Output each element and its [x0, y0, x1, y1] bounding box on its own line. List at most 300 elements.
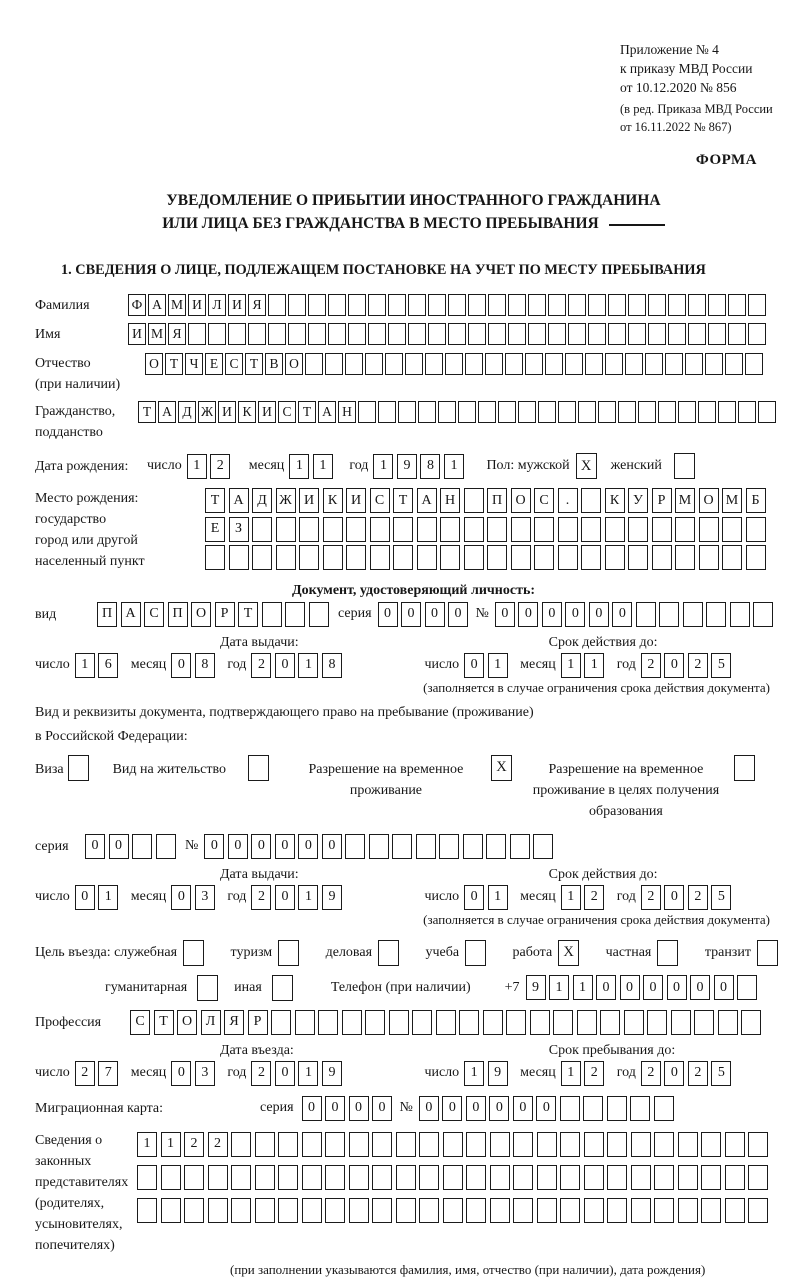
char-box[interactable]: 0 — [372, 1096, 392, 1121]
char-box[interactable] — [229, 545, 249, 570]
char-box[interactable] — [722, 545, 742, 570]
char-box[interactable]: Л — [201, 1010, 221, 1035]
char-box[interactable] — [652, 545, 672, 570]
char-box[interactable]: Л — [208, 294, 226, 316]
char-box[interactable]: 0 — [495, 602, 515, 627]
char-box[interactable] — [231, 1165, 251, 1190]
char-box[interactable] — [208, 323, 226, 345]
char-box[interactable] — [584, 1165, 604, 1190]
char-box[interactable] — [585, 353, 603, 375]
char-box[interactable]: Т — [138, 401, 156, 423]
char-box[interactable] — [487, 545, 507, 570]
char-box[interactable] — [419, 1198, 439, 1223]
char-box[interactable] — [534, 545, 554, 570]
char-box[interactable]: 8 — [195, 653, 215, 678]
char-box[interactable] — [537, 1198, 557, 1223]
char-box[interactable] — [631, 1198, 651, 1223]
char-box[interactable] — [558, 545, 578, 570]
purpose-transit-checkbox[interactable] — [757, 940, 778, 966]
char-box[interactable]: 8 — [322, 653, 342, 678]
char-box[interactable] — [607, 1096, 627, 1121]
char-box[interactable]: 1 — [298, 1061, 318, 1086]
char-box[interactable] — [708, 323, 726, 345]
char-box[interactable] — [658, 401, 676, 423]
char-box[interactable] — [483, 1010, 503, 1035]
char-box[interactable] — [545, 353, 563, 375]
char-box[interactable] — [528, 323, 546, 345]
purpose-humanitarian-checkbox[interactable] — [197, 975, 218, 1001]
char-box[interactable]: П — [487, 488, 507, 513]
char-box[interactable] — [428, 294, 446, 316]
char-box[interactable]: 0 — [589, 602, 609, 627]
char-box[interactable] — [348, 294, 366, 316]
char-box[interactable] — [628, 517, 648, 542]
char-box[interactable] — [405, 353, 423, 375]
char-box[interactable] — [648, 294, 666, 316]
char-box[interactable] — [348, 323, 366, 345]
char-box[interactable]: 0 — [612, 602, 632, 627]
char-box[interactable] — [388, 294, 406, 316]
char-box[interactable]: 0 — [302, 1096, 322, 1121]
purpose-study-checkbox[interactable] — [465, 940, 486, 966]
char-box[interactable] — [416, 834, 436, 859]
char-box[interactable] — [748, 1165, 768, 1190]
char-box[interactable] — [741, 1010, 761, 1035]
purpose-private-checkbox[interactable] — [657, 940, 678, 966]
char-box[interactable] — [748, 1132, 768, 1157]
char-box[interactable] — [464, 488, 484, 513]
char-box[interactable] — [372, 1198, 392, 1223]
char-box[interactable] — [598, 401, 616, 423]
char-box[interactable]: В — [265, 353, 283, 375]
char-box[interactable] — [652, 517, 672, 542]
char-box[interactable] — [725, 353, 743, 375]
char-box[interactable] — [463, 834, 483, 859]
purpose-official-checkbox[interactable] — [183, 940, 204, 966]
char-box[interactable]: 8 — [420, 454, 440, 479]
char-box[interactable] — [505, 353, 523, 375]
char-box[interactable] — [228, 323, 246, 345]
char-box[interactable] — [538, 401, 556, 423]
char-box[interactable] — [468, 294, 486, 316]
char-box[interactable] — [346, 545, 366, 570]
char-box[interactable] — [530, 1010, 550, 1035]
char-box[interactable]: 0 — [349, 1096, 369, 1121]
char-box[interactable] — [252, 545, 272, 570]
char-box[interactable]: 0 — [325, 1096, 345, 1121]
char-box[interactable]: К — [323, 488, 343, 513]
char-box[interactable] — [464, 545, 484, 570]
char-box[interactable] — [668, 294, 686, 316]
char-box[interactable] — [701, 1132, 721, 1157]
char-box[interactable]: 1 — [444, 454, 464, 479]
purpose-tourism-checkbox[interactable] — [278, 940, 299, 966]
char-box[interactable]: Ж — [198, 401, 216, 423]
residence-permit-checkbox[interactable] — [248, 755, 269, 781]
char-box[interactable]: 1 — [561, 885, 581, 910]
char-box[interactable] — [628, 323, 646, 345]
char-box[interactable]: 2 — [641, 653, 661, 678]
char-box[interactable]: А — [148, 294, 166, 316]
char-box[interactable]: Р — [248, 1010, 268, 1035]
char-box[interactable] — [184, 1198, 204, 1223]
char-box[interactable] — [568, 323, 586, 345]
char-box[interactable]: 5 — [711, 885, 731, 910]
char-box[interactable] — [349, 1198, 369, 1223]
char-box[interactable]: 0 — [275, 1061, 295, 1086]
char-box[interactable] — [628, 294, 646, 316]
char-box[interactable] — [665, 353, 683, 375]
char-box[interactable] — [396, 1132, 416, 1157]
char-box[interactable]: Н — [440, 488, 460, 513]
char-box[interactable] — [728, 294, 746, 316]
char-box[interactable]: М — [675, 488, 695, 513]
char-box[interactable]: 1 — [298, 885, 318, 910]
char-box[interactable]: 5 — [711, 653, 731, 678]
char-box[interactable]: 1 — [298, 653, 318, 678]
char-box[interactable] — [638, 401, 656, 423]
char-box[interactable]: О — [177, 1010, 197, 1035]
char-box[interactable] — [511, 545, 531, 570]
char-box[interactable] — [647, 1010, 667, 1035]
char-box[interactable]: И — [346, 488, 366, 513]
char-box[interactable] — [631, 1132, 651, 1157]
char-box[interactable]: 3 — [195, 1061, 215, 1086]
char-box[interactable] — [388, 323, 406, 345]
char-box[interactable] — [425, 353, 443, 375]
char-box[interactable]: 0 — [620, 975, 640, 1000]
char-box[interactable] — [398, 401, 416, 423]
char-box[interactable] — [252, 517, 272, 542]
char-box[interactable] — [369, 834, 389, 859]
char-box[interactable] — [372, 1165, 392, 1190]
char-box[interactable] — [443, 1198, 463, 1223]
char-box[interactable] — [706, 602, 726, 627]
char-box[interactable]: 5 — [711, 1061, 731, 1086]
char-box[interactable] — [417, 545, 437, 570]
char-box[interactable]: Я — [168, 323, 186, 345]
char-box[interactable]: 1 — [561, 1061, 581, 1086]
char-box[interactable]: А — [121, 602, 141, 627]
char-box[interactable] — [208, 1198, 228, 1223]
char-box[interactable] — [748, 323, 766, 345]
char-box[interactable] — [528, 294, 546, 316]
char-box[interactable] — [439, 834, 459, 859]
char-box[interactable] — [654, 1096, 674, 1121]
char-box[interactable]: Я — [248, 294, 266, 316]
char-box[interactable] — [465, 353, 483, 375]
char-box[interactable] — [305, 353, 323, 375]
char-box[interactable] — [419, 1132, 439, 1157]
char-box[interactable] — [605, 353, 623, 375]
char-box[interactable] — [511, 517, 531, 542]
char-box[interactable] — [581, 517, 601, 542]
char-box[interactable]: П — [168, 602, 188, 627]
char-box[interactable] — [231, 1198, 251, 1223]
char-box[interactable]: 0 — [171, 653, 191, 678]
char-box[interactable] — [705, 353, 723, 375]
char-box[interactable]: Б — [746, 488, 766, 513]
char-box[interactable] — [137, 1198, 157, 1223]
char-box[interactable] — [487, 517, 507, 542]
char-box[interactable] — [581, 545, 601, 570]
char-box[interactable] — [208, 1165, 228, 1190]
char-box[interactable]: С — [370, 488, 390, 513]
char-box[interactable]: 1 — [584, 653, 604, 678]
char-box[interactable]: 1 — [98, 885, 118, 910]
char-box[interactable]: К — [238, 401, 256, 423]
char-box[interactable] — [466, 1132, 486, 1157]
char-box[interactable]: 0 — [643, 975, 663, 1000]
char-box[interactable] — [675, 545, 695, 570]
char-box[interactable] — [418, 401, 436, 423]
char-box[interactable]: 1 — [488, 885, 508, 910]
char-box[interactable]: 2 — [75, 1061, 95, 1086]
char-box[interactable] — [558, 401, 576, 423]
char-box[interactable] — [654, 1132, 674, 1157]
char-box[interactable] — [370, 517, 390, 542]
char-box[interactable] — [560, 1198, 580, 1223]
char-box[interactable] — [295, 1010, 315, 1035]
char-box[interactable] — [490, 1165, 510, 1190]
char-box[interactable] — [328, 323, 346, 345]
char-box[interactable]: 0 — [171, 885, 191, 910]
char-box[interactable] — [299, 545, 319, 570]
char-box[interactable]: А — [158, 401, 176, 423]
visa-checkbox[interactable] — [68, 755, 89, 781]
char-box[interactable]: 9 — [322, 1061, 342, 1086]
char-box[interactable] — [701, 1165, 721, 1190]
char-box[interactable] — [648, 323, 666, 345]
char-box[interactable]: И — [218, 401, 236, 423]
char-box[interactable] — [608, 294, 626, 316]
char-box[interactable]: К — [605, 488, 625, 513]
char-box[interactable] — [671, 1010, 691, 1035]
char-box[interactable] — [518, 401, 536, 423]
char-box[interactable] — [438, 401, 456, 423]
char-box[interactable]: 1 — [549, 975, 569, 1000]
char-box[interactable] — [525, 353, 543, 375]
char-box[interactable] — [161, 1198, 181, 1223]
char-box[interactable] — [625, 353, 643, 375]
char-box[interactable] — [718, 401, 736, 423]
char-box[interactable] — [485, 353, 503, 375]
char-box[interactable] — [389, 1010, 409, 1035]
char-box[interactable]: И — [188, 294, 206, 316]
char-box[interactable]: Т — [238, 602, 258, 627]
char-box[interactable] — [325, 353, 343, 375]
char-box[interactable] — [268, 294, 286, 316]
char-box[interactable]: Е — [205, 353, 223, 375]
char-box[interactable] — [255, 1198, 275, 1223]
char-box[interactable] — [458, 401, 476, 423]
char-box[interactable]: 2 — [584, 885, 604, 910]
char-box[interactable] — [468, 323, 486, 345]
char-box[interactable]: 0 — [489, 1096, 509, 1121]
char-box[interactable] — [578, 401, 596, 423]
char-box[interactable]: 0 — [667, 975, 687, 1000]
char-box[interactable] — [385, 353, 403, 375]
char-box[interactable]: М — [722, 488, 742, 513]
char-box[interactable] — [513, 1165, 533, 1190]
char-box[interactable] — [746, 545, 766, 570]
char-box[interactable]: 0 — [448, 602, 468, 627]
char-box[interactable] — [346, 517, 366, 542]
char-box[interactable] — [748, 294, 766, 316]
char-box[interactable] — [488, 323, 506, 345]
char-box[interactable] — [688, 294, 706, 316]
char-box[interactable] — [654, 1165, 674, 1190]
char-box[interactable] — [188, 323, 206, 345]
char-box[interactable]: С — [225, 353, 243, 375]
char-box[interactable] — [513, 1132, 533, 1157]
char-box[interactable]: 2 — [184, 1132, 204, 1157]
char-box[interactable]: 1 — [313, 454, 333, 479]
char-box[interactable]: 6 — [98, 653, 118, 678]
char-box[interactable] — [753, 602, 773, 627]
char-box[interactable] — [683, 602, 703, 627]
char-box[interactable] — [560, 1165, 580, 1190]
char-box[interactable] — [722, 517, 742, 542]
char-box[interactable] — [436, 1010, 456, 1035]
char-box[interactable] — [302, 1132, 322, 1157]
char-box[interactable]: 0 — [542, 602, 562, 627]
char-box[interactable]: Р — [215, 602, 235, 627]
char-box[interactable]: 2 — [641, 1061, 661, 1086]
char-box[interactable] — [718, 1010, 738, 1035]
char-box[interactable] — [608, 323, 626, 345]
char-box[interactable]: Р — [652, 488, 672, 513]
char-box[interactable] — [577, 1010, 597, 1035]
char-box[interactable] — [459, 1010, 479, 1035]
char-box[interactable] — [323, 545, 343, 570]
char-box[interactable] — [365, 353, 383, 375]
char-box[interactable] — [161, 1165, 181, 1190]
char-box[interactable]: 0 — [596, 975, 616, 1000]
char-box[interactable]: 0 — [228, 834, 248, 859]
char-box[interactable]: 2 — [251, 1061, 271, 1086]
char-box[interactable] — [464, 517, 484, 542]
char-box[interactable] — [308, 323, 326, 345]
char-box[interactable] — [513, 1198, 533, 1223]
char-box[interactable]: С — [278, 401, 296, 423]
char-box[interactable]: О — [699, 488, 719, 513]
char-box[interactable] — [630, 1096, 650, 1121]
char-box[interactable] — [443, 1165, 463, 1190]
char-box[interactable]: А — [417, 488, 437, 513]
char-box[interactable] — [205, 545, 225, 570]
char-box[interactable] — [276, 545, 296, 570]
char-box[interactable] — [645, 353, 663, 375]
char-box[interactable] — [255, 1132, 275, 1157]
char-box[interactable]: У — [628, 488, 648, 513]
char-box[interactable] — [607, 1198, 627, 1223]
char-box[interactable]: 1 — [573, 975, 593, 1000]
char-box[interactable] — [392, 834, 412, 859]
char-box[interactable] — [318, 1010, 338, 1035]
char-box[interactable]: 9 — [488, 1061, 508, 1086]
char-box[interactable]: И — [299, 488, 319, 513]
char-box[interactable] — [325, 1198, 345, 1223]
char-box[interactable] — [725, 1132, 745, 1157]
char-box[interactable]: . — [558, 488, 578, 513]
char-box[interactable] — [584, 1198, 604, 1223]
char-box[interactable] — [588, 323, 606, 345]
char-box[interactable]: 2 — [251, 885, 271, 910]
char-box[interactable]: 0 — [275, 885, 295, 910]
char-box[interactable] — [675, 517, 695, 542]
char-box[interactable] — [440, 517, 460, 542]
char-box[interactable] — [730, 602, 750, 627]
char-box[interactable]: Ф — [128, 294, 146, 316]
char-box[interactable]: 9 — [526, 975, 546, 1000]
char-box[interactable] — [725, 1165, 745, 1190]
char-box[interactable] — [396, 1165, 416, 1190]
char-box[interactable] — [408, 294, 426, 316]
char-box[interactable] — [701, 1198, 721, 1223]
char-box[interactable] — [448, 323, 466, 345]
char-box[interactable] — [508, 294, 526, 316]
char-box[interactable] — [553, 1010, 573, 1035]
char-box[interactable]: 9 — [322, 885, 342, 910]
char-box[interactable]: М — [148, 323, 166, 345]
char-box[interactable]: 0 — [85, 834, 105, 859]
char-box[interactable] — [506, 1010, 526, 1035]
char-box[interactable]: 0 — [664, 653, 684, 678]
char-box[interactable] — [533, 834, 553, 859]
char-box[interactable] — [156, 834, 176, 859]
char-box[interactable]: И — [128, 323, 146, 345]
char-box[interactable] — [588, 294, 606, 316]
char-box[interactable] — [412, 1010, 432, 1035]
char-box[interactable]: 2 — [584, 1061, 604, 1086]
char-box[interactable] — [558, 517, 578, 542]
char-box[interactable]: 0 — [464, 653, 484, 678]
char-box[interactable] — [255, 1165, 275, 1190]
char-box[interactable]: 0 — [464, 885, 484, 910]
char-box[interactable] — [694, 1010, 714, 1035]
char-box[interactable]: С — [534, 488, 554, 513]
char-box[interactable] — [534, 517, 554, 542]
char-box[interactable]: 0 — [109, 834, 129, 859]
temp-residence-edu-permit-checkbox[interactable] — [734, 755, 755, 781]
char-box[interactable]: 2 — [688, 653, 708, 678]
char-box[interactable] — [358, 401, 376, 423]
char-box[interactable] — [443, 1132, 463, 1157]
char-box[interactable] — [688, 323, 706, 345]
char-box[interactable] — [393, 517, 413, 542]
char-box[interactable] — [231, 1132, 251, 1157]
char-box[interactable] — [372, 1132, 392, 1157]
char-box[interactable] — [299, 517, 319, 542]
char-box[interactable] — [288, 323, 306, 345]
char-box[interactable] — [448, 294, 466, 316]
char-box[interactable] — [345, 834, 365, 859]
char-box[interactable] — [628, 545, 648, 570]
char-box[interactable]: О — [511, 488, 531, 513]
sex-female-checkbox[interactable] — [674, 453, 695, 479]
char-box[interactable]: П — [97, 602, 117, 627]
char-box[interactable]: 2 — [641, 885, 661, 910]
purpose-other-checkbox[interactable] — [272, 975, 293, 1001]
char-box[interactable]: Т — [154, 1010, 174, 1035]
char-box[interactable]: 0 — [513, 1096, 533, 1121]
char-box[interactable] — [328, 294, 346, 316]
char-box[interactable] — [488, 294, 506, 316]
char-box[interactable]: 0 — [275, 653, 295, 678]
char-box[interactable]: 2 — [688, 885, 708, 910]
char-box[interactable]: 1 — [561, 653, 581, 678]
